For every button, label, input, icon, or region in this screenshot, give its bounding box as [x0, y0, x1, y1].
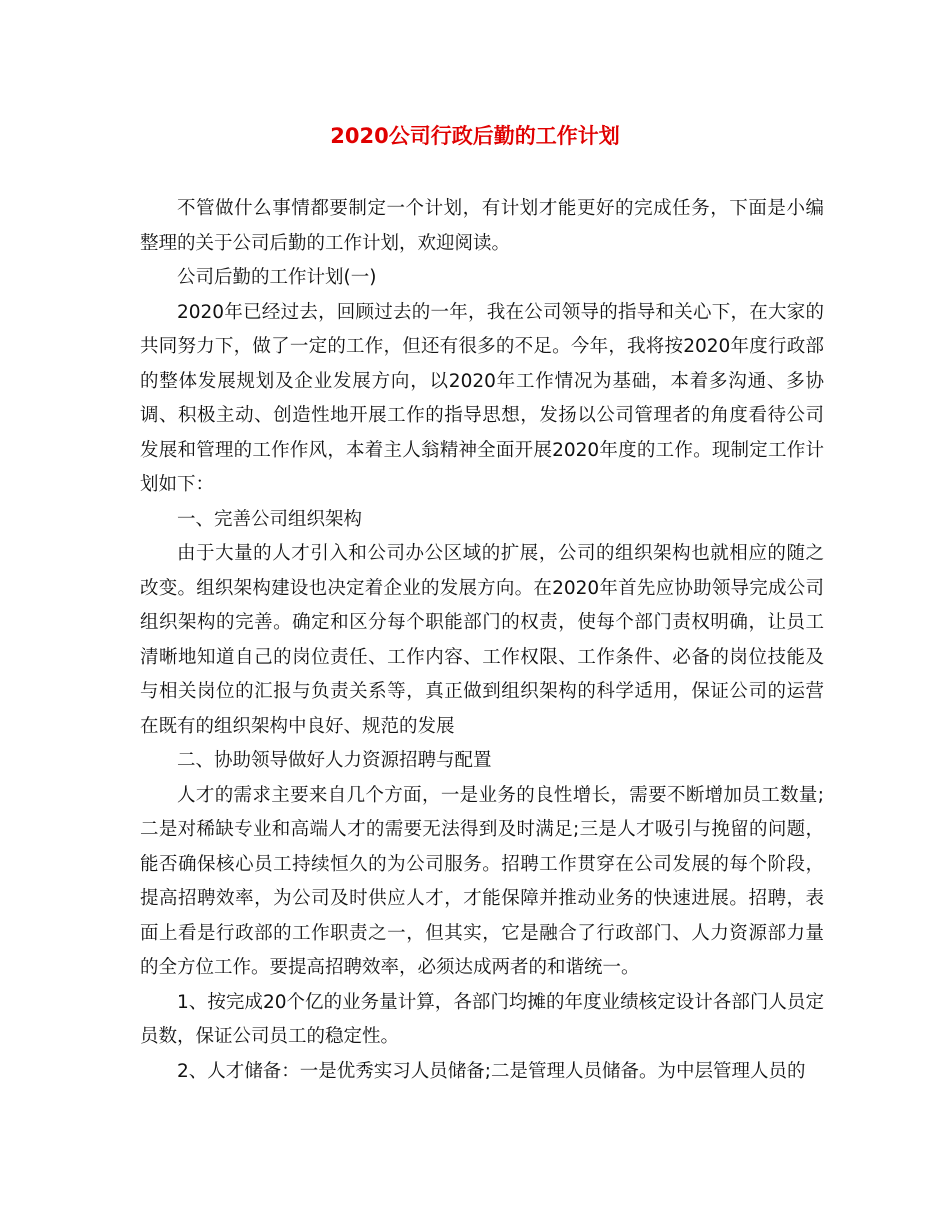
plan-subtitle: 公司后勤的工作计划(一) — [177, 267, 377, 288]
intro-paragraph: 不管做什么事情都要制定一个计划，有计划才能更好的完成任务，下面是小编整理的关于公司后勤的工作计划，欢迎阅读。 — [140, 198, 824, 254]
document-body — [140, 192, 824, 1089]
organization-paragraph: 由于大量的人才引入和公司办公区域的扩展，公司的组织架构也就相应的随之改变。组织架构建设也决定着企业的发展方向。在2020年首先应协助领导完成公司组织架构的完善。确定和区分每个职能部门的权责，使每个部门责权明确，让员工清晰地知道自己的岗位责任、工作内容、工作权限、工作条件、必备的岗位技能及与相关岗位的汇报与负责关系等，真正做到组织架构的科学适用，保证公司的运营在既有的组织架构中良好、规范的发展 — [140, 543, 824, 737]
review-paragraph: 2020年已经过去，回顾过去的一年，我在公司领导的指导和关心下，在大家的共同努力下，做了一定的工作，但还有很多的不足。今年，我将按2020年度行政部的整体发展规划及企业发展方向，以2020年工作情况为基础，本着多沟通、多协调、积极主动、创造性地开展工作的指导思想，发扬以公司管理者的角度看待公司发展和管理的工作作风，本着主人翁精神全面开展2020年度的工作。现制定工作计划如下： — [140, 301, 824, 495]
document-title: 2020公司行政后勤的工作计划 — [330, 124, 620, 148]
list-item-talent-reserve: 2、人才储备：一是优秀实习人员储备;二是管理人员储备。为中层管理人员的 — [177, 1060, 806, 1082]
recruitment-paragraph: 人才的需求主要来自几个方面，一是业务的良性增长，需要不断增加员工数量;二是对稀缺专业和高端人才的需要无法得到及时满足;三是人才吸引与挽留的问题，能否确保核心员工持续恒久的为公司服务。招聘工作贯穿在公司发展的每个阶段，提高招聘效率，为公司及时供应人才，才能保障并推动业务的快速进展。招聘，表面上看是行政部的工作职责之一，但其实，它是融合了行政部门、人力资源部力量的全方位工作。要提高招聘效率，必须达成两者的和谐统一。 — [140, 784, 824, 978]
section-heading-organization: 一、完善公司组织架构 — [177, 508, 363, 530]
list-item-staffing: 1、按完成20个亿的业务量计算，各部门均摊的年度业绩核定设计各部门人员定员数，保证公司员工的稳定性。 — [140, 991, 824, 1047]
section-heading-recruitment: 二、协助领导做好人力资源招聘与配置 — [177, 750, 492, 771]
